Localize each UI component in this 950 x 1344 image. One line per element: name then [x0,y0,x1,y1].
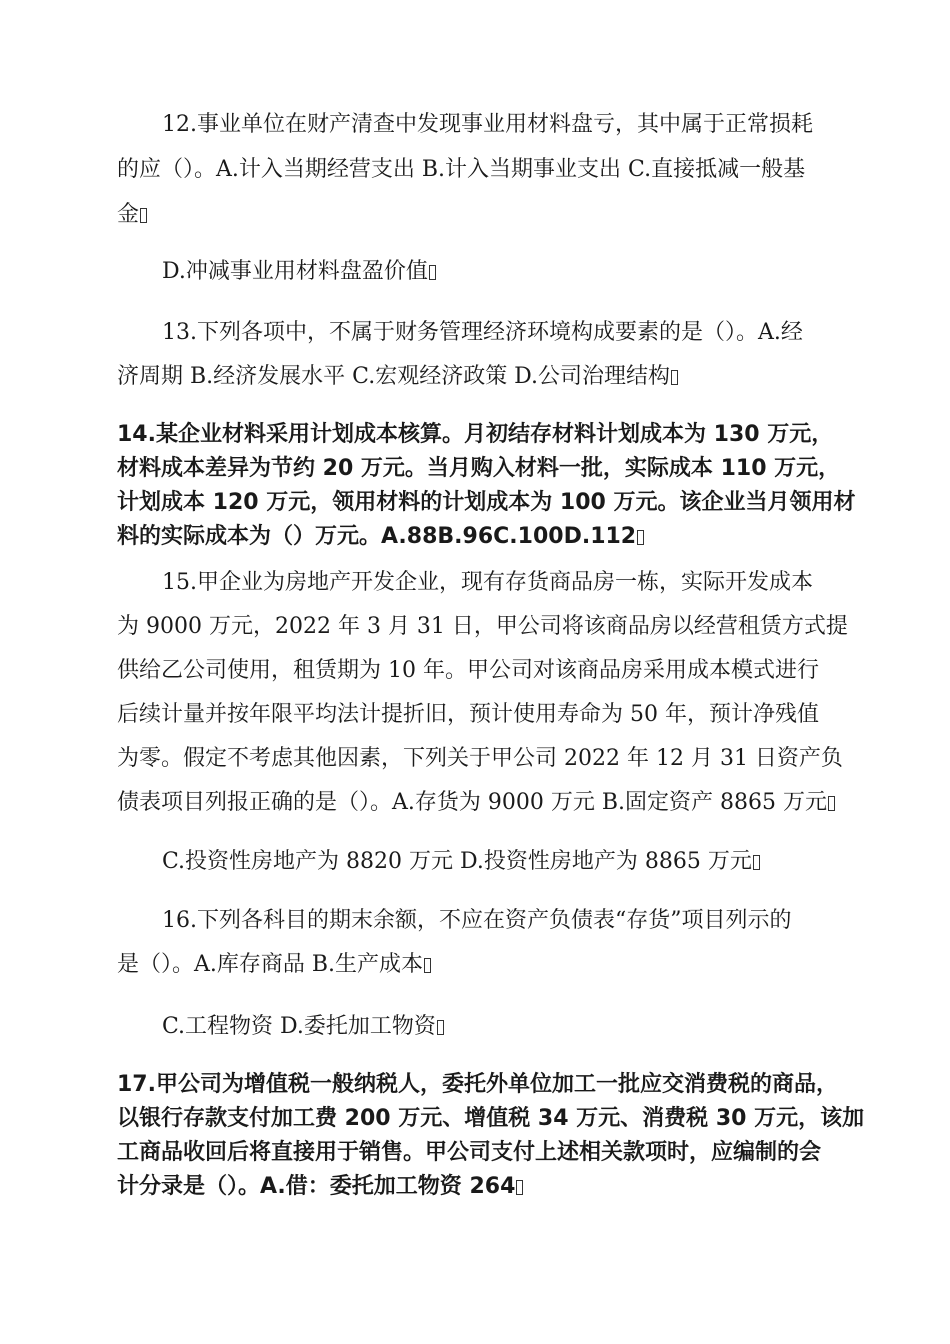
missing-glyph-icon [671,370,678,385]
q15-line-4: 后续计量并按年限平均法计提折旧，预计使用寿命为 50 年，预计净残值 [117,702,819,727]
missing-glyph-icon [140,208,147,223]
missing-glyph-icon [516,1180,523,1195]
q12-line-1: 12.事业单位在财产清查中发现事业用材料盘亏，其中属于正常损耗 [162,112,813,137]
q12-line-3: 金 [117,200,147,230]
q15-options-cd: C.投资性房地产为 8820 万元 D.投资性房地产为 8865 万元 [162,847,760,877]
q13-line-2: 济周期 B.经济发展水平 C.宏观经济政策 D.公司治理结构 [117,362,678,392]
q17-line-3: 工商品收回后将直接用于销售。甲公司支付上述相关款项时，应编制的会 [117,1140,822,1165]
q16-line-2: 是（）。A.库存商品 B.生产成本 [117,950,431,980]
missing-glyph-icon [424,958,431,973]
q16-options-cd: C.工程物资 D.委托加工物资 [162,1012,444,1042]
missing-glyph-icon [429,265,436,280]
q14-line-2: 材料成本差异为节约 20 万元。当月购入材料一批，实际成本 110 万元， [117,456,841,481]
q14-line-1: 14.某企业材料采用计划成本核算。月初结存材料计划成本为 130 万元， [117,422,834,447]
q14-line-4: 料的实际成本为（）万元。A.88B.96C.100D.112 [117,522,644,552]
q12-option-d: D.冲减事业用材料盘盈价值 [162,257,436,287]
missing-glyph-icon [437,1020,444,1035]
q17-line-4: 计分录是（）。A.借：委托加工物资 264 [117,1172,523,1202]
q15-line-6: 债表项目列报正确的是（）。A.存货为 9000 万元 B.固定资产 8865 万元 [117,788,835,818]
q12-line-2: 的应（）。A.计入当期经营支出 B.计入当期事业支出 C.直接抵减一般基 [117,157,806,182]
q17-line-2: 以银行存款支付加工费 200 万元、增值税 34 万元、消费税 30 万元，该加 [117,1106,865,1131]
missing-glyph-icon [753,855,760,870]
missing-glyph-icon [637,530,644,545]
q13-line-1: 13.下列各项中，不属于财务管理经济环境构成要素的是（）。A.经 [162,320,803,345]
q16-line-1: 16.下列各科目的期末余额，不应在资产负债表“存货”项目列示的 [162,908,792,933]
missing-glyph-icon [828,796,835,811]
q15-line-2: 为 9000 万元，2022 年 3 月 31 日，甲公司将该商品房以经营租赁方式提 [117,614,848,639]
q15-line-3: 供给乙公司使用，租赁期为 10 年。甲公司对该商品房采用成本模式进行 [117,658,819,683]
q14-line-3: 计划成本 120 万元，领用材料的计划成本为 100 万元。该企业当月领用材 [117,490,856,515]
q15-line-1: 15.甲企业为房地产开发企业，现有存货商品房一栋，实际开发成本 [162,570,813,595]
q15-line-5: 为零。假定不考虑其他因素，下列关于甲公司 2022 年 12 月 31 日资产负 [117,746,843,771]
q17-line-1: 17.甲公司为增值税一般纳税人，委托外单位加工一批应交消费税的商品， [117,1072,838,1097]
